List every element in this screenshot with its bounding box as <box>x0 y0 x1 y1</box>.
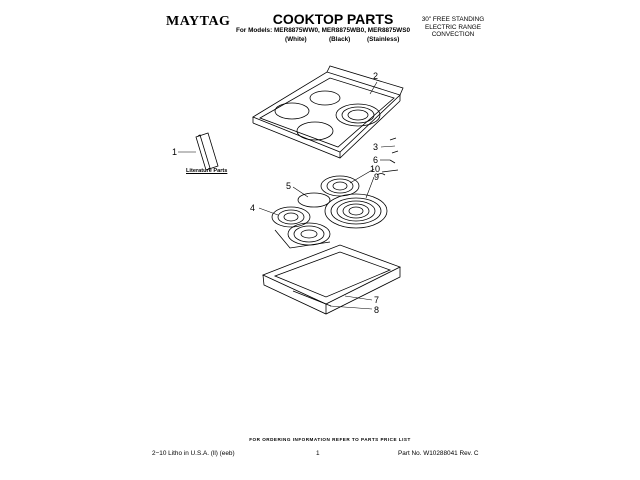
brand-logo: MAYTAG <box>166 14 231 29</box>
callout-8: 8 <box>374 305 380 315</box>
finish-white: (White) <box>285 36 307 43</box>
print-info: 2−10 Litho in U.S.A. (ll) (eeb) <box>152 450 235 457</box>
callout-10: 10 <box>370 164 381 174</box>
cooktop-assembly <box>253 66 403 175</box>
literature-parts-label: Literature Parts <box>186 168 228 174</box>
page-title: COOKTOP PARTS <box>272 11 394 27</box>
callout-9: 9 <box>374 172 380 182</box>
page-number: 1 <box>316 450 320 457</box>
callout-5: 5 <box>286 181 292 191</box>
dual-surface-elements <box>272 207 330 248</box>
part-number: Part No. W10288041 Rev. C <box>398 450 479 457</box>
callout-3: 3 <box>373 142 379 152</box>
small-surface-element <box>321 176 359 196</box>
element-reflector <box>298 193 330 207</box>
large-surface-element <box>325 194 387 228</box>
config-line-1: 30" FREE STANDING <box>421 16 485 23</box>
callout-4: 4 <box>250 203 256 213</box>
finish-stainless: (Stainless) <box>367 36 400 43</box>
models-line: For Models: MER8875WW0, MER8875WB0, MER8875WS0 <box>236 27 411 34</box>
finish-black: (Black) <box>329 36 351 43</box>
bottom-tray-assembly <box>263 245 400 314</box>
callout-6: 6 <box>373 155 379 165</box>
callout-1: 1 <box>172 147 178 157</box>
config-line-3: CONVECTION <box>431 31 475 39</box>
callout-7: 7 <box>374 295 380 305</box>
config-line-2: ELECTRIC RANGE <box>424 23 482 31</box>
ordering-note: FOR ORDERING INFORMATION REFER TO PARTS PRICE LIST <box>249 437 411 442</box>
literature-parts-booklet <box>196 133 218 170</box>
callout-2: 2 <box>373 71 379 81</box>
